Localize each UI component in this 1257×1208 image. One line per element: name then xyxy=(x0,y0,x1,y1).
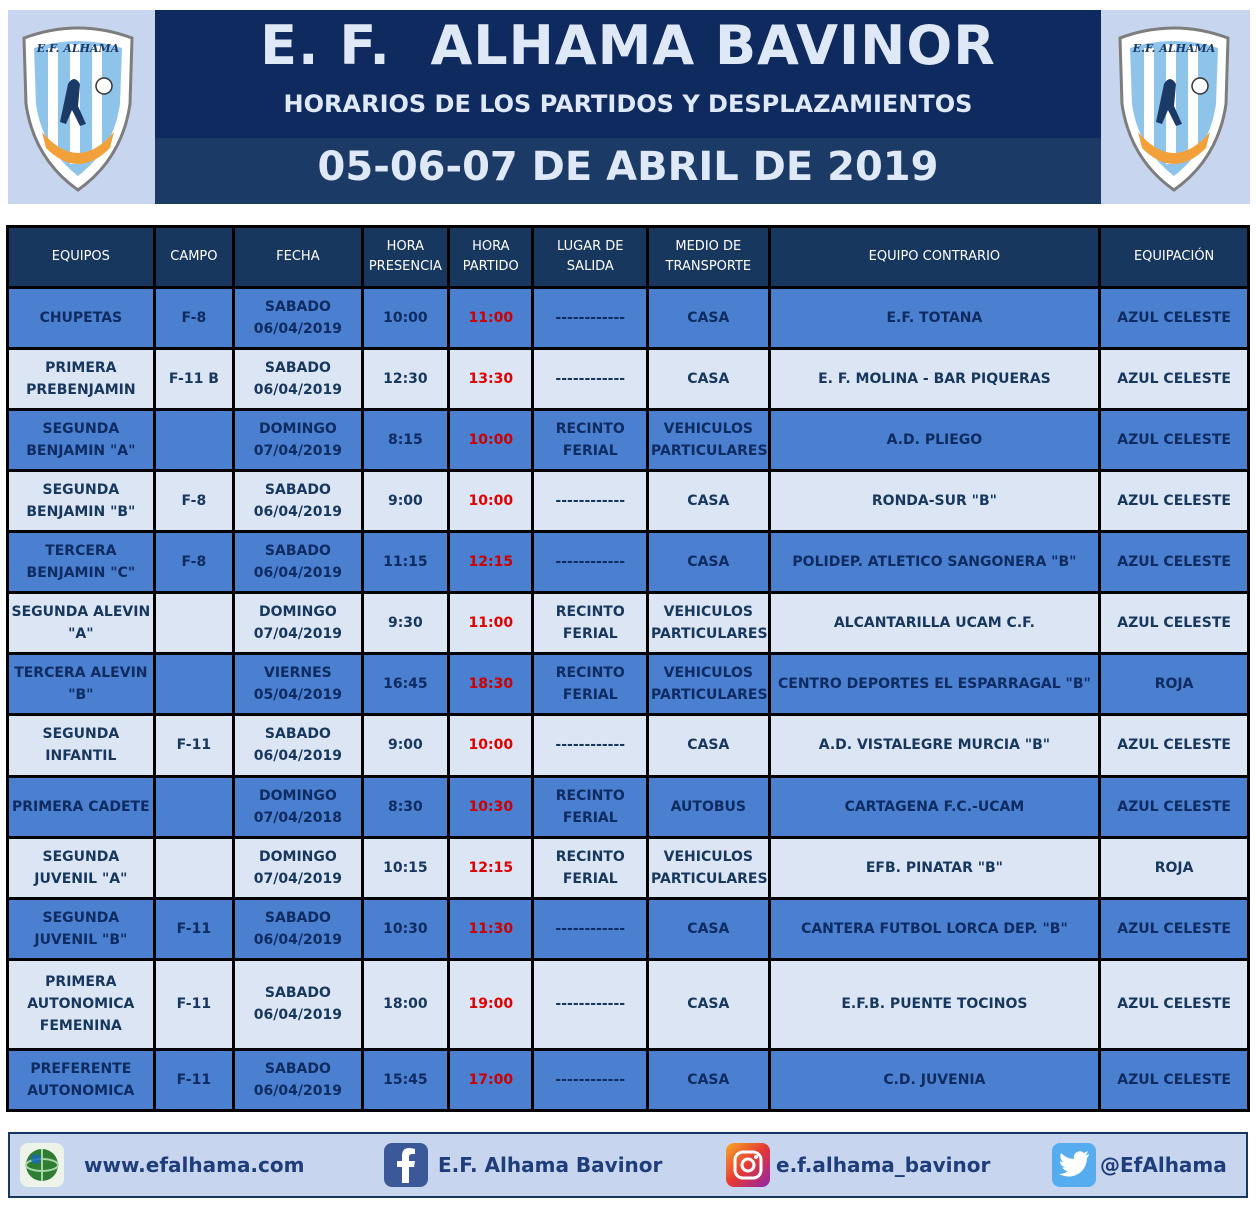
cell-campo xyxy=(156,655,232,713)
col-header-equipos: EQUIPOS xyxy=(9,228,153,286)
cell-equipacion: AZUL CELESTE xyxy=(1101,716,1247,774)
cell-lugar-salida: ------------ xyxy=(534,716,646,774)
cell-equipacion: AZUL CELESTE xyxy=(1101,1051,1247,1109)
table-row xyxy=(9,716,1247,774)
cell-equipo: CHUPETAS xyxy=(9,289,153,347)
cell-campo: F-8 xyxy=(156,533,232,591)
fecha-date: 06/04/2019 xyxy=(253,1007,342,1024)
cell-hora-partido: 10:00 xyxy=(450,472,531,530)
cell-medio-transporte: CASA xyxy=(649,900,768,958)
table-row xyxy=(9,472,1247,530)
cell-hora-presencia: 15:45 xyxy=(364,1051,447,1109)
col-header-medio-transporte xyxy=(649,228,768,286)
footer-web[interactable] xyxy=(20,1142,304,1188)
cell-hora-partido: 17:00 xyxy=(450,1051,531,1109)
cell-lugar-salida: RECINTO FERIAL xyxy=(534,839,646,897)
cell-equipacion: AZUL CELESTE xyxy=(1101,961,1247,1048)
facebook-icon xyxy=(384,1143,428,1187)
cell-lugar-salida: ------------ xyxy=(534,961,646,1048)
page-subtitle: HORARIOS DE LOS PARTIDOS Y DESPLAZAMIENTOS xyxy=(283,90,973,118)
cell-equipo-contrario: A.D. VISTALEGRE MURCIA "B" xyxy=(771,716,1099,774)
cell-hora-partido: 18:30 xyxy=(450,655,531,713)
title-banner xyxy=(155,10,1101,204)
cell-equipo-contrario: E. F. MOLINA - BAR PIQUERAS xyxy=(771,350,1099,408)
cell-equipo-contrario: CANTERA FUTBOL LORCA DEP. "B" xyxy=(771,900,1099,958)
footer-instagram[interactable] xyxy=(726,1142,990,1188)
fecha-date: 06/04/2019 xyxy=(253,931,342,948)
table-row xyxy=(9,778,1247,836)
col-header-text: SALIDA xyxy=(566,259,614,274)
cell-medio-transporte: CASA xyxy=(649,1051,768,1109)
table-row xyxy=(9,961,1247,1048)
cell-equipacion: AZUL CELESTE xyxy=(1101,289,1247,347)
fecha-dia: SABADO xyxy=(264,909,331,926)
cell-hora-presencia: 8:15 xyxy=(364,411,447,469)
col-header-text: PRESENCIA xyxy=(368,259,442,274)
fecha-date: 07/04/2019 xyxy=(253,626,342,643)
cell-hora-presencia: 12:30 xyxy=(364,350,447,408)
cell-fecha xyxy=(235,533,361,591)
cell-campo xyxy=(156,411,232,469)
cell-hora-partido: 10:30 xyxy=(450,778,531,836)
cell-equipacion: ROJA xyxy=(1101,655,1247,713)
cell-lugar-salida: ------------ xyxy=(534,350,646,408)
cell-lugar-salida: ------------ xyxy=(534,900,646,958)
cell-campo xyxy=(156,839,232,897)
cell-medio-transporte: VEHICULOS PARTICULARES xyxy=(649,411,768,469)
cell-medio-transporte: AUTOBUS xyxy=(649,778,768,836)
cell-equipo-contrario: CARTAGENA F.C.-UCAM xyxy=(771,778,1099,836)
col-header-hora-presencia xyxy=(364,228,447,286)
cell-lugar-salida: ------------ xyxy=(534,533,646,591)
cell-medio-transporte: CASA xyxy=(649,961,768,1048)
cell-fecha xyxy=(235,655,361,713)
footer-facebook-link[interactable]: E.F. Alhama Bavinor xyxy=(438,1153,663,1177)
fecha-dia: VIERNES xyxy=(264,665,332,682)
cell-hora-presencia: 9:00 xyxy=(364,472,447,530)
fecha-dia: SABADO xyxy=(264,299,331,316)
cell-fecha xyxy=(235,716,361,774)
cell-medio-transporte: CASA xyxy=(649,533,768,591)
cell-equipo: SEGUNDA JUVENIL "A" xyxy=(9,839,153,897)
crest-text-left: E.F. ALHAMA xyxy=(36,42,120,55)
col-header-text: LUGAR DE xyxy=(557,239,624,254)
col-header-fecha: FECHA xyxy=(235,228,361,286)
cell-campo xyxy=(156,594,232,652)
cell-hora-partido: 19:00 xyxy=(450,961,531,1048)
cell-equipo-contrario: CENTRO DEPORTES EL ESPARRAGAL "B" xyxy=(771,655,1099,713)
cell-equipo: TERCERA ALEVIN "B" xyxy=(9,655,153,713)
cell-hora-partido: 13:30 xyxy=(450,350,531,408)
cell-hora-presencia: 10:30 xyxy=(364,900,447,958)
instagram-icon xyxy=(726,1143,770,1187)
fecha-dia: SABADO xyxy=(264,726,331,743)
cell-hora-partido: 11:00 xyxy=(450,594,531,652)
col-header-lugar-salida xyxy=(534,228,646,286)
col-header-text: HORA xyxy=(386,239,425,254)
club-crest-icon xyxy=(1114,24,1234,194)
cell-fecha xyxy=(235,411,361,469)
table-row xyxy=(9,350,1247,408)
cell-equipo: PRIMERA CADETE xyxy=(9,778,153,836)
col-header-text: PARTIDO xyxy=(462,259,519,274)
cell-equipo-contrario: ALCANTARILLA UCAM C.F. xyxy=(771,594,1099,652)
twitter-icon xyxy=(1052,1143,1096,1187)
cell-equipo-contrario: EFB. PINATAR "B" xyxy=(771,839,1099,897)
cell-lugar-salida: ------------ xyxy=(534,472,646,530)
fecha-date: 07/04/2019 xyxy=(253,870,342,887)
table-row xyxy=(9,533,1247,591)
cell-equipo: SEGUNDA BENJAMIN "A" xyxy=(9,411,153,469)
cell-hora-partido: 11:00 xyxy=(450,289,531,347)
fecha-dia: SABADO xyxy=(264,360,331,377)
social-footer xyxy=(8,1132,1248,1198)
fecha-dia: DOMINGO xyxy=(258,604,337,621)
schedule-table xyxy=(6,225,1250,1112)
cell-hora-partido: 10:00 xyxy=(450,716,531,774)
col-header-hora-partido xyxy=(450,228,531,286)
footer-instagram-link[interactable]: e.f.alhama_bavinor xyxy=(776,1153,991,1177)
fecha-date: 06/04/2019 xyxy=(253,565,342,582)
fecha-dia: SABADO xyxy=(264,1060,331,1077)
cell-campo: F-11 xyxy=(156,961,232,1048)
cell-lugar-salida: RECINTO FERIAL xyxy=(534,411,646,469)
cell-hora-presencia: 16:45 xyxy=(364,655,447,713)
cell-equipo: PREFERENTE AUTONOMICA xyxy=(9,1051,153,1109)
cell-hora-presencia: 10:00 xyxy=(364,289,447,347)
cell-hora-presencia: 10:15 xyxy=(364,839,447,897)
cell-equipacion: AZUL CELESTE xyxy=(1101,594,1247,652)
cell-equipo-contrario: E.F.B. PUENTE TOCINOS xyxy=(771,961,1099,1048)
footer-twitter[interactable] xyxy=(1052,1142,1227,1188)
cell-equipacion: AZUL CELESTE xyxy=(1101,350,1247,408)
cell-equipo-contrario: C.D. JUVENIA xyxy=(771,1051,1099,1109)
cell-equipacion: AZUL CELESTE xyxy=(1101,778,1247,836)
col-header-campo: CAMPO xyxy=(156,228,232,286)
cell-fecha xyxy=(235,839,361,897)
footer-facebook[interactable] xyxy=(384,1142,662,1188)
event-date: 05-06-07 DE ABRIL DE 2019 xyxy=(317,144,939,190)
cell-equipacion: AZUL CELESTE xyxy=(1101,472,1247,530)
cell-equipo-contrario: A.D. PLIEGO xyxy=(771,411,1099,469)
cell-hora-presencia: 11:15 xyxy=(364,533,447,591)
table-row xyxy=(9,411,1247,469)
cell-fecha xyxy=(235,594,361,652)
fecha-date: 05/04/2019 xyxy=(253,687,342,704)
cell-equipo: SEGUNDA INFANTIL xyxy=(9,716,153,774)
cell-fecha xyxy=(235,900,361,958)
table-row xyxy=(9,900,1247,958)
club-crest-icon xyxy=(18,24,138,194)
cell-fecha xyxy=(235,472,361,530)
cell-campo: F-8 xyxy=(156,289,232,347)
cell-lugar-salida: RECINTO FERIAL xyxy=(534,594,646,652)
cell-hora-partido: 12:15 xyxy=(450,533,531,591)
cell-equipo-contrario: RONDA-SUR "B" xyxy=(771,472,1099,530)
cell-equipo: SEGUNDA ALEVIN "A" xyxy=(9,594,153,652)
cell-campo: F-11 xyxy=(156,716,232,774)
cell-lugar-salida: RECINTO FERIAL xyxy=(534,655,646,713)
cell-equipo: SEGUNDA JUVENIL "B" xyxy=(9,900,153,958)
cell-equipo-contrario: E.F. TOTANA xyxy=(771,289,1099,347)
banner-bottom xyxy=(155,138,1101,204)
cell-campo: F-11 B xyxy=(156,350,232,408)
fecha-dia: DOMINGO xyxy=(258,848,337,865)
fecha-date: 06/04/2019 xyxy=(253,504,342,521)
fecha-dia: DOMINGO xyxy=(258,787,337,804)
cell-lugar-salida: ------------ xyxy=(534,289,646,347)
col-header-text: HORA xyxy=(472,239,510,254)
cell-hora-partido: 11:30 xyxy=(450,900,531,958)
cell-fecha xyxy=(235,1051,361,1109)
cell-lugar-salida: ------------ xyxy=(534,1051,646,1109)
cell-hora-partido: 12:15 xyxy=(450,839,531,897)
cell-fecha xyxy=(235,350,361,408)
table-header-row xyxy=(9,228,1247,286)
cell-medio-transporte: CASA xyxy=(649,472,768,530)
cell-equipo: PRIMERA AUTONOMICA FEMENINA xyxy=(9,961,153,1048)
cell-equipacion: AZUL CELESTE xyxy=(1101,900,1247,958)
cell-medio-transporte: VEHICULOS PARTICULARES xyxy=(649,594,768,652)
cell-fecha xyxy=(235,961,361,1048)
page-title: E. F. ALHAMA BAVINOR xyxy=(260,14,996,77)
fecha-date: 07/04/2018 xyxy=(253,809,342,826)
fecha-dia: SABADO xyxy=(264,985,331,1002)
banner-top xyxy=(155,10,1101,138)
cell-hora-presencia: 8:30 xyxy=(364,778,447,836)
cell-medio-transporte: CASA xyxy=(649,716,768,774)
globe-icon xyxy=(20,1143,64,1187)
cell-medio-transporte: VEHICULOS PARTICULARES xyxy=(649,655,768,713)
fecha-date: 06/04/2019 xyxy=(253,321,342,338)
cell-hora-partido: 10:00 xyxy=(450,411,531,469)
cell-lugar-salida: RECINTO FERIAL xyxy=(534,778,646,836)
cell-fecha xyxy=(235,778,361,836)
table-row xyxy=(9,594,1247,652)
col-header-text: MEDIO DE xyxy=(675,239,742,254)
cell-medio-transporte: VEHICULOS PARTICULARES xyxy=(649,839,768,897)
page-header xyxy=(8,10,1250,204)
cell-hora-presencia: 18:00 xyxy=(364,961,447,1048)
cell-medio-transporte: CASA xyxy=(649,289,768,347)
cell-equipacion: AZUL CELESTE xyxy=(1101,533,1247,591)
table-row xyxy=(9,839,1247,897)
table-row xyxy=(9,1051,1247,1109)
fecha-date: 06/04/2019 xyxy=(253,1082,342,1099)
cell-hora-presencia: 9:30 xyxy=(364,594,447,652)
col-header-text: TRANSPORTE xyxy=(665,259,752,274)
cell-campo: F-11 xyxy=(156,900,232,958)
cell-equipacion: AZUL CELESTE xyxy=(1101,411,1247,469)
col-header-equipo-contrario: EQUIPO CONTRARIO xyxy=(771,228,1099,286)
cell-equipacion: ROJA xyxy=(1101,839,1247,897)
fecha-dia: SABADO xyxy=(264,482,331,499)
schedule-table-wrap xyxy=(6,225,1250,1112)
cell-medio-transporte: CASA xyxy=(649,350,768,408)
cell-equipo-contrario: POLIDEP. ATLETICO SANGONERA "B" xyxy=(771,533,1099,591)
cell-equipo: SEGUNDA BENJAMIN "B" xyxy=(9,472,153,530)
fecha-dia: SABADO xyxy=(264,543,331,560)
cell-fecha xyxy=(235,289,361,347)
fecha-date: 06/04/2019 xyxy=(253,382,342,399)
cell-campo xyxy=(156,778,232,836)
fecha-date: 07/04/2019 xyxy=(253,443,342,460)
table-row xyxy=(9,289,1247,347)
crest-text-right: E.F. ALHAMA xyxy=(1132,42,1216,55)
cell-campo: F-11 xyxy=(156,1051,232,1109)
footer-twitter-link[interactable]: @EfAlhama xyxy=(1100,1153,1227,1177)
table-row xyxy=(9,655,1247,713)
cell-equipo: PRIMERA PREBENJAMIN xyxy=(9,350,153,408)
col-header-equipacion: EQUIPACIÓN xyxy=(1101,228,1247,286)
footer-web-link[interactable]: www.efalhama.com xyxy=(84,1153,305,1177)
fecha-date: 06/04/2019 xyxy=(253,748,342,765)
cell-equipo: TERCERA BENJAMIN "C" xyxy=(9,533,153,591)
cell-campo: F-8 xyxy=(156,472,232,530)
cell-hora-presencia: 9:00 xyxy=(364,716,447,774)
fecha-dia: DOMINGO xyxy=(258,421,337,438)
